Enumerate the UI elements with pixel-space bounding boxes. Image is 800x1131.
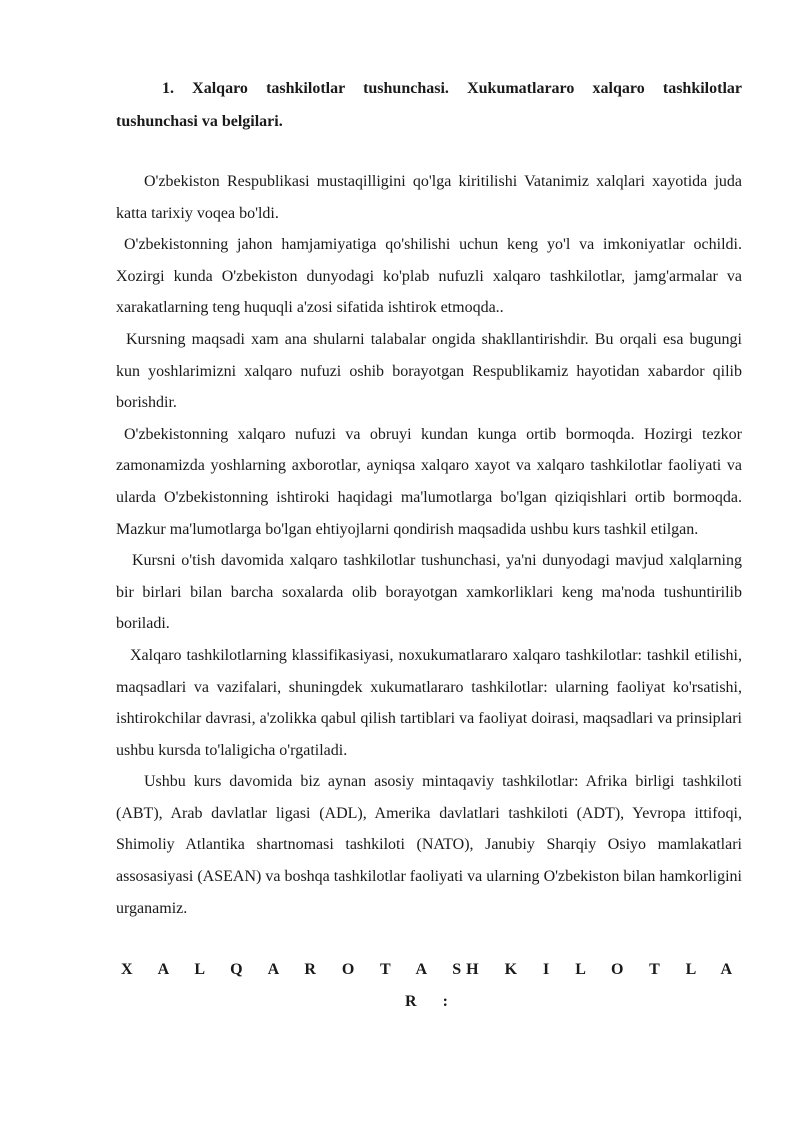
section-heading: 1. Xalqaro tashkilotlar tushunchasi. Xukumatlararo xalqaro tashkilotlar tushunchasi va belgilari. — [116, 80, 742, 130]
paragraph-7: Ushbu kurs davomida biz aynan asosiy mintaqaviy tashkilotlar: Afrika birligi tashkiloti (ABT), Arab davlatlar ligasi (ADL), Amerika davlatlari tashkiloti (ADT), Yevropa ittifoqi, Shimoliy Atlantika shartnomasi tashkiloti (NATO), Janubiy Sharqiy Osiyo mamlakatlari assosasiyasi (ASEAN) va boshqa tashkilotlar faoliyati va ularning O'zbekiston bilan hamkorligini urganamiz. — [116, 773, 742, 917]
body-text — [116, 166, 742, 924]
paragraph-5: Kursni o'tish davomida xalqaro tashkilotlar tushunchasi, ya'ni dunyodagi mavjud xalqlarning bir birlari bilan barcha soxalarda olib borayotgan xamkorliklari keng ma'noda tushuntirilib boriladi. — [116, 552, 742, 633]
paragraph-6: Xalqaro tashkilotlarning klassifikasiyasi, noxukumatlararo xalqaro tashkilotlar: tashkil etilishi, maqsadlari va vazifalari, shuningdek xukumatlararo tashkilotlar: ularning faoliyat ko'rsatishi, ishtirokchilar davrasi, a'zolikka qabul qilish tartiblari va faoliyat doirasi, maqsadlari va prinsiplari ushbu kursda to'laligicha o'rgatiladi. — [116, 646, 742, 759]
paragraph-2: O'zbekistonning jahon hamjamiyatiga qo'shilishi uchun keng yo'l va imkoniyatlar ochildi. Xozirgi kunda O'zbekiston dunyodagi ko'plab nufuzli xalqaro tashkilotlar, jamg'armalar va xarakatlarning teng huquqli a'zosi sifatida ishtirok etmoqda.. — [116, 236, 742, 317]
spacer — [116, 138, 742, 166]
section-title-xalqaro-tashkilotlar: X A L Q A R O T A SH K I L O T L A R : — [120, 961, 738, 1011]
paragraph-4: O'zbekistonning xalqaro nufuzi va obruyi kundan kunga ortib bormoqda. Hozirgi tezkor zamonamizda yoshlarning axborotlar, ayniqsa xalqaro xayot va xalqaro tashkilotlar faoliyati va ularda O'zbekistonning ishtiroki haqidagi ma'lumotlarga bo'lgan qiziqishlari ortib bormoqda. Mazkur ma'lumotlarga bo'lgan ehtiyojlarni qondirish maqsadida ushbu kurs tashkil etilgan. — [116, 425, 742, 538]
paragraph-3: Kursning maqsadi xam ana shularni talabalar ongida shakllantirishdir. Bu orqali esa bugungi kun yoshlarimizni xalqaro nufuzi oshib borayotgan Respublikamiz hayotidan xabardor qilib borishdir. — [116, 330, 742, 412]
paragraph-1: O'zbekiston Respublikasi mustaqilligini qo'lga kiritilishi Vatanimiz xalqlari xayotida juda katta tarixiy voqea bo'ldi. — [116, 173, 742, 222]
document-page — [116, 72, 742, 1018]
